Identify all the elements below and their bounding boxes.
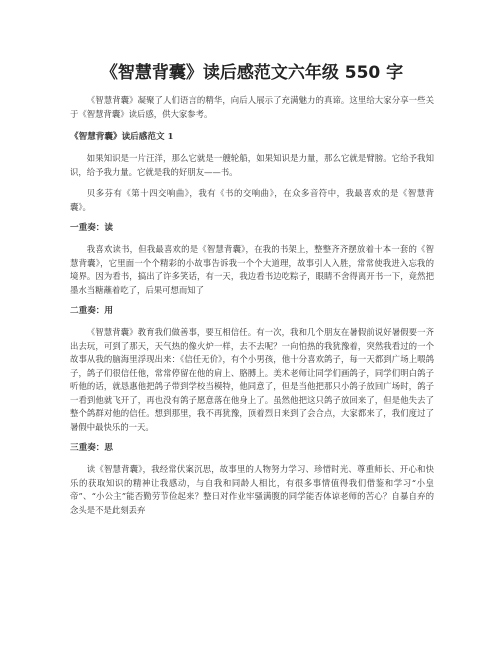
paragraph-4: 《智慧背囊》教育我们做善事，要互相信任。有一次，我和几个朋友在暑假前说好暑假要一齐出去玩，可到了那天，天气热的像火炉一样，去不去呢？一向怕热的我犹豫着，突然我看过的一个故事从我的脑海里浮现出来：《信任无价》，有个小男孩，他十分喜欢鸽子，每一天都到广场上喂鸽子，鸽子们很信任他，常常停留在他的肩上、胳膊上。美术老师让同学们画鸽子，同学们明白鸽子听他的话，就恳惠他把鸽子带到学校当模特，他同意了，但是当他把那只小鸽子放回广场时，鸽子一看到他就飞开了，再也没有鸽子愿意落在他身上了。虽然他把这只鸽子放回来了，但是他失去了整个鸽群对他的信任。想到那里，我不再犹豫，顶着烈日来到了会合点，大家都来了，我们度过了暑假中最快乐的一天。 bbox=[70, 327, 434, 432]
heading-use: 二重奏：用 bbox=[70, 306, 113, 316]
paragraph-2: 贝多芬有《第十四交响曲》，我有《书的交响曲》，在众多音符中，我最喜欢的是《智慧背囊》。 bbox=[70, 188, 434, 212]
document-title: 《智慧背囊》读后感范文六年级 550 字 bbox=[100, 63, 404, 83]
paragraph-1: 如果知识是一片汪洋，那么它就是一艘轮船，如果知识是力量，那么它就是臂膀。它给予我知识，给予我力量。它就是我的好朋友——书。 bbox=[70, 153, 434, 177]
heading-read: 一重奏：读 bbox=[70, 223, 113, 233]
section-title-1: 《智慧背囊》读后感范文 1 bbox=[70, 132, 174, 142]
paragraph-3: 我喜欢读书，但我最喜欢的是《智慧背囊》，在我的书架上，整整齐齐摆放着十本一套的《智慧背囊》，它里面一个个精彩的小故事告诉我一个个大道理，故事引人入胜，常常使我进入忘我的境界。因为看书，搞出了许多笑话，有一天，我边看书边吃粽子，眼睛不舍得离开书一下，竟然把墨水当糖蘸着吃了，后果可想而知了 bbox=[70, 244, 434, 295]
heading-think: 三重奏：思 bbox=[70, 443, 113, 453]
intro-paragraph: 《智慧背囊》凝聚了人们语言的精华，向后人展示了充满魅力的真谛。这里给大家分享一些关于《智慧背囊》读后感，供大家参考。 bbox=[70, 95, 434, 119]
paragraph-5: 读《智慧背囊》，我经常伏案沉思，故事里的人物努力学习、珍惜时光、尊重师长、开心和快乐的获取知识的精神让我感动，与自我和同龄人相比，有很多事情值得我们借鉴和学习“小皇帝”、“小公主”能否勤劳节俭起来？整日对作业牢骚满腹的同学能否体谅老师的苦心？自暴自弃的念头是不是此刻丢弃 bbox=[70, 464, 434, 515]
